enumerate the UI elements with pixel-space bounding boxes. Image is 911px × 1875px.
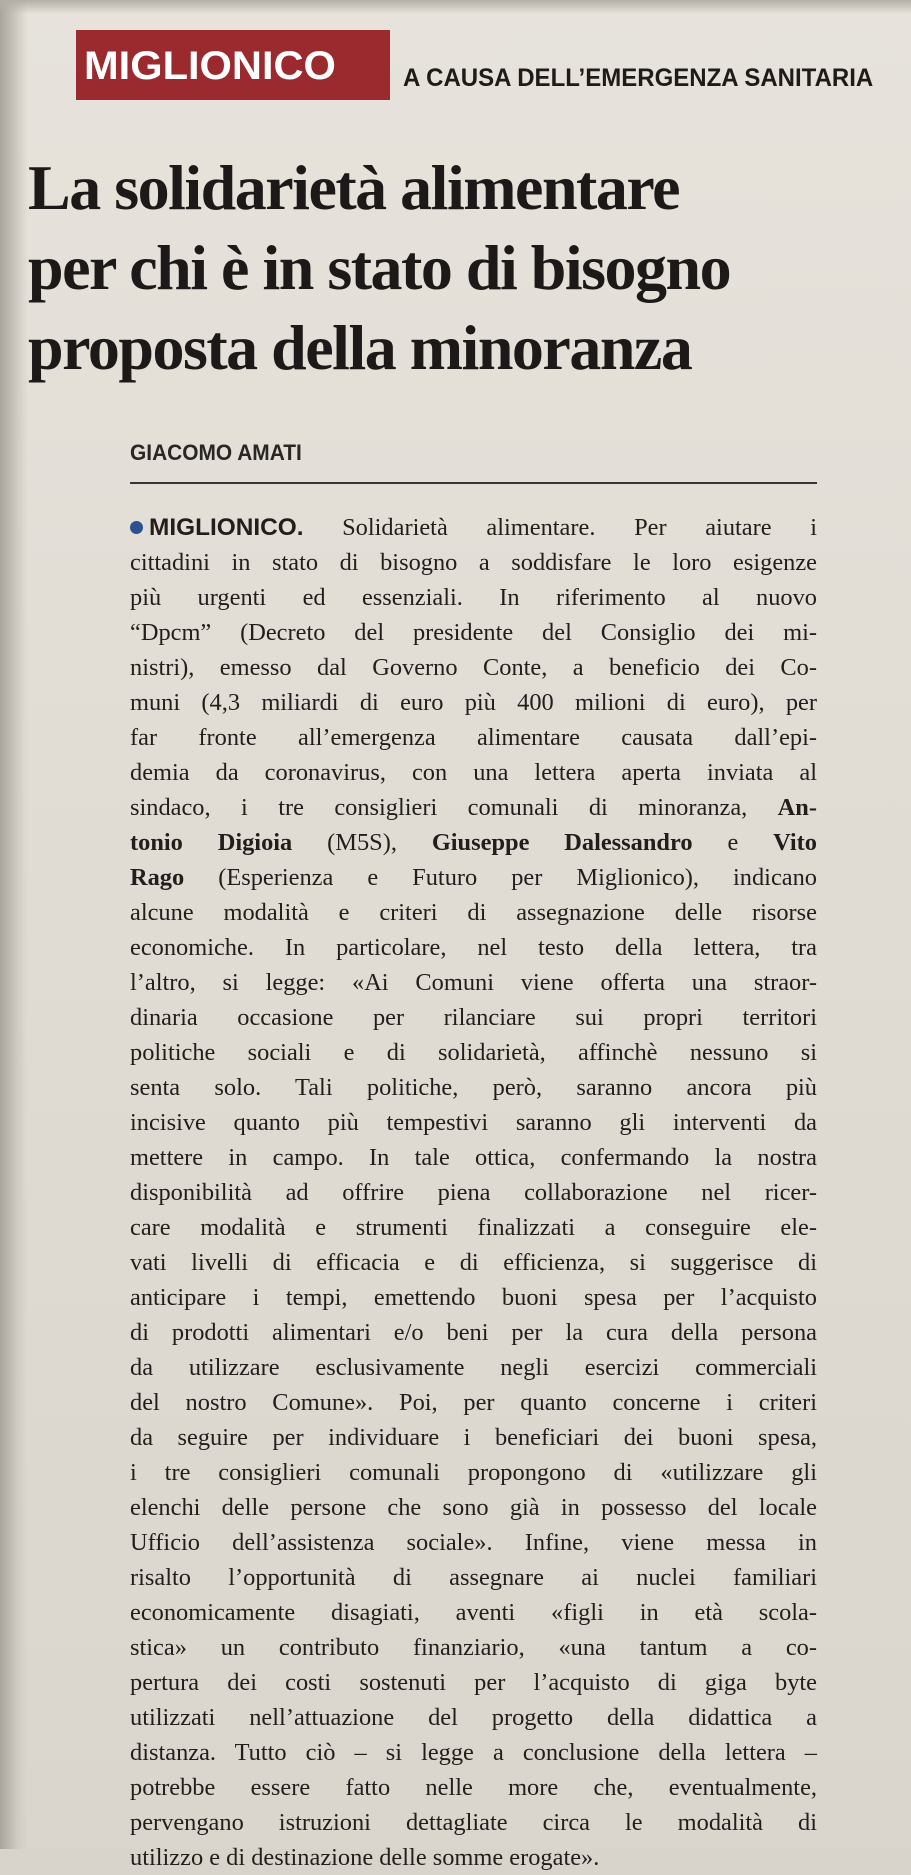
- article-line: Rago (Esperienza e Futuro per Miglionico), indicano: [130, 864, 817, 891]
- byline-rule: [130, 482, 817, 484]
- article-line: pertura dei costi sostenuti per l’acquisto di giga byte: [130, 1669, 817, 1696]
- article-body: [130, 510, 817, 1875]
- headline-line: proposta della minoranza: [28, 312, 692, 383]
- dateline: MIGLIONICO.: [149, 514, 304, 541]
- article-line: i tre consiglieri comunali propongono di «utilizzare gli: [130, 1459, 817, 1486]
- article-line: alcune modalità e criteri di assegnazione delle risorse: [130, 899, 817, 926]
- article-line: care modalità e strumenti finalizzati a conseguire ele-: [130, 1214, 817, 1241]
- article-line: dinaria occasione per rilanciare sui propri territori: [130, 1004, 817, 1031]
- headline-line: per chi è in stato di bisogno: [28, 232, 731, 303]
- article-line: nistri), emesso dal Governo Conte, a beneficio dei Co-: [130, 654, 817, 681]
- kicker-subtitle: A CAUSA DELL’EMERGENZA SANITARIA: [403, 64, 874, 92]
- article-line: mettere in campo. In tale ottica, confermando la nostra: [130, 1144, 817, 1171]
- article-line: utilizzati nell’attuazione del progetto della didattica a: [130, 1704, 817, 1731]
- article-line: economicamente disagiati, aventi «figli in età scola-: [130, 1599, 817, 1626]
- article-line: economiche. In particolare, nel testo della lettera, tra: [130, 934, 817, 961]
- kicker-place: MIGLIONICO: [84, 44, 336, 88]
- article-line: stica» un contributo finanziario, «una tantum a co-: [130, 1634, 817, 1661]
- article-line: “Dpcm” (Decreto del presidente del Consiglio dei mi-: [130, 619, 817, 646]
- article-line: muni (4,3 miliardi di euro più 400 milioni di euro), per: [130, 689, 817, 716]
- page-top-shadow: [0, 0, 911, 14]
- article-line: distanza. Tutto ciò – si legge a conclusione della lettera –: [130, 1739, 817, 1766]
- person-name: Rago: [130, 864, 185, 891]
- bullet-dot-icon: [130, 521, 143, 534]
- person-name: An-: [777, 794, 817, 821]
- article-line: di prodotti alimentari e/o beni per la cura della persona: [130, 1319, 817, 1346]
- article-line: disponibilità ad offrire piena collaborazione nel ricer-: [130, 1179, 817, 1206]
- article-line: Ufficio dell’assistenza sociale». Infine, viene messa in: [130, 1529, 817, 1556]
- article-line: l’altro, si legge: «Ai Comuni viene offerta una straor-: [130, 969, 817, 996]
- article-line: tonio Digioia (M5S), Giuseppe Dalessandro e Vito: [130, 829, 817, 856]
- article-line: elenchi delle persone che sono già in possesso del locale: [130, 1494, 817, 1521]
- article-line: demia da coronavirus, con una lettera aperta inviata al: [130, 759, 817, 786]
- article-line: MIGLIONICO. Solidarietà alimentare. Per aiutare i: [130, 510, 817, 545]
- article-line: politiche sociali e di solidarietà, affinchè nessuno si: [130, 1039, 817, 1066]
- article-line: più urgenti ed essenziali. In riferimento al nuovo: [130, 584, 817, 611]
- article-line: utilizzo e di destinazione delle somme erogate».: [130, 1844, 600, 1871]
- article-line: anticipare i tempi, emettendo buoni spesa per l’acquisto: [130, 1284, 817, 1311]
- article-line: incisive quanto più tempestivi saranno gli interventi da: [130, 1109, 817, 1136]
- article-line: cittadini in stato di bisogno a soddisfare le loro esigenze: [130, 549, 817, 576]
- article-line: far fronte all’emergenza alimentare causata dall’epi-: [130, 724, 817, 751]
- article-line: senta solo. Tali politiche, però, saranno ancora più: [130, 1074, 817, 1101]
- person-name: Giuseppe Dalessandro: [431, 829, 693, 856]
- person-name: Vito: [773, 829, 817, 856]
- article-line: potrebbe essere fatto nelle more che, eventualmente,: [130, 1774, 817, 1801]
- article-line: da seguire per individuare i beneficiari dei buoni spesa,: [130, 1424, 817, 1451]
- headline-line: La solidarietà alimentare: [28, 152, 679, 223]
- article-line: del nostro Comune». Poi, per quanto concerne i criteri: [130, 1389, 817, 1416]
- article-line: risalto l’opportunità di assegnare ai nuclei familiari: [130, 1564, 817, 1591]
- article-line: sindaco, i tre consiglieri comunali di minoranza, An-: [130, 794, 817, 821]
- person-name: tonio Digioia: [130, 829, 293, 856]
- byline: GIACOMO AMATI: [130, 440, 302, 465]
- article-line: vati livelli di efficacia e di efficienza, si suggerisce di: [130, 1249, 817, 1276]
- article-line: pervengano istruzioni dettagliate circa le modalità di: [130, 1809, 817, 1836]
- headline: [28, 148, 888, 388]
- article-line: da utilizzare esclusivamente negli esercizi commerciali: [130, 1354, 817, 1381]
- page-edge-shadow: [0, 0, 28, 1849]
